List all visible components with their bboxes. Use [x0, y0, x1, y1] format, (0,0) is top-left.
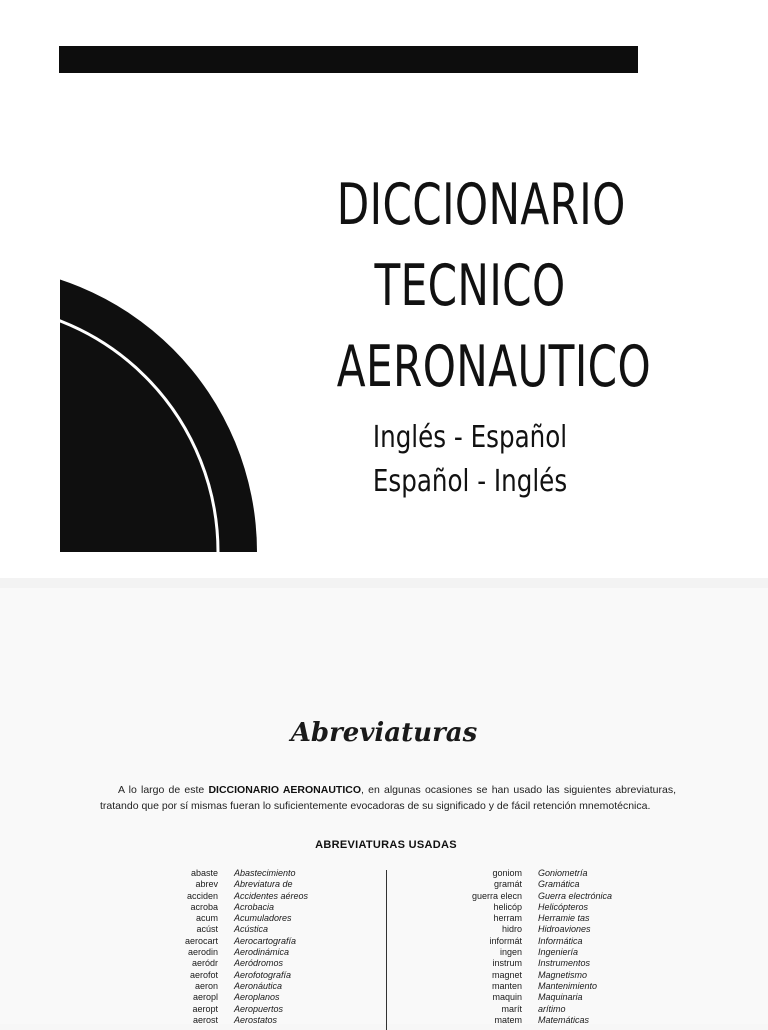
abbreviation-row — [465, 1015, 612, 1026]
abbreviation-code: abrev — [195, 879, 218, 890]
abbreviation-meaning: Aeródromos — [234, 958, 284, 969]
abbreviation-meaning: Matemáticas — [538, 1014, 590, 1025]
abbreviations-intro — [100, 782, 676, 814]
cover-subtitle-line-2: Español - Inglés — [372, 464, 568, 499]
abbreviation-row — [162, 1004, 308, 1015]
abbreviation-meaning: Maquinaria — [538, 992, 583, 1003]
abbreviation-code: guerra elecn — [471, 890, 522, 901]
cover-top-bar — [59, 46, 638, 73]
abbreviation-meaning: Magnetismo — [538, 969, 588, 980]
abbreviation-code: aeropt — [192, 1003, 218, 1014]
abbreviation-code: acúst — [196, 924, 218, 935]
intro-text-start: A lo largo de este — [118, 784, 209, 796]
abbreviation-meaning: Aerocartografía — [234, 935, 297, 946]
abbreviation-row — [465, 936, 612, 947]
abbreviation-row — [465, 891, 612, 902]
abbreviation-row — [162, 868, 308, 879]
abbreviation-meaning: Aeronáutica — [234, 980, 283, 991]
abbreviation-code: abaste — [190, 868, 218, 878]
abbreviations-page — [0, 588, 768, 1024]
abbreviation-code: acroba — [190, 901, 218, 912]
abbreviation-row — [465, 879, 612, 890]
abbreviation-code: aeron — [194, 980, 218, 991]
column-divider — [386, 870, 387, 1030]
abbreviation-code: informát — [489, 935, 522, 946]
abbreviation-meaning: Aerofotografía — [234, 969, 292, 980]
abbreviation-code: acum — [195, 913, 218, 924]
abbreviation-meaning: Abastecimiento — [234, 868, 296, 878]
abbreviation-meaning: Ingeniería — [538, 947, 579, 958]
abbreviations-left-column — [162, 868, 308, 1026]
abbreviation-meaning: Aeroplanos — [234, 992, 280, 1003]
abbreviation-code: instrum — [492, 958, 522, 969]
abbreviation-row — [162, 947, 308, 958]
abbreviation-code: matem — [494, 1014, 522, 1025]
abbreviation-code: aerofot — [189, 969, 218, 980]
abbreviations-right-column — [465, 868, 612, 1026]
abbreviation-code: helicóp — [493, 901, 522, 912]
abbreviation-code: herram — [493, 913, 522, 924]
abbreviation-meaning: Abreviatura de — [234, 879, 293, 890]
cover-subtitle-line-1: Inglés - Español — [372, 420, 568, 455]
abbreviation-row — [465, 924, 612, 935]
abbreviation-code: gramát — [493, 879, 522, 890]
abbreviation-row — [465, 981, 612, 992]
abbreviation-meaning: Instrumentos — [538, 958, 591, 969]
intro-dictionary-name: DICCIONARIO AERONAUTICO — [208, 784, 361, 796]
cover-arc-graphic — [60, 120, 258, 552]
abbreviation-row — [162, 879, 308, 890]
abbreviation-meaning: Gramática — [538, 879, 580, 890]
abbreviation-code: maquin — [492, 992, 522, 1003]
cover-title-block — [290, 165, 650, 504]
abbreviation-row — [465, 970, 612, 981]
abbreviation-code: aeropl — [192, 992, 218, 1003]
abbreviation-meaning: Hidroaviones — [538, 924, 591, 935]
abbreviation-meaning: Acumuladores — [234, 913, 292, 924]
abbreviation-row — [465, 992, 612, 1003]
abbreviation-row — [465, 947, 612, 958]
abbreviation-code: manten — [491, 980, 522, 991]
abbreviation-meaning: Herramie tas — [538, 913, 590, 924]
cover-title-line-1: DICCIONARIO — [336, 172, 626, 238]
abbreviation-meaning: Informática — [538, 935, 583, 946]
abbreviation-meaning: Helicópteros — [538, 901, 589, 912]
abbreviation-row — [465, 868, 612, 879]
abbreviation-code: aeródr — [191, 958, 218, 969]
abbreviation-row — [162, 913, 308, 924]
abbreviation-row — [162, 981, 308, 992]
abbreviation-row — [162, 970, 308, 981]
abbreviation-row — [162, 902, 308, 913]
abbreviation-row — [465, 913, 612, 924]
arc-dark-disc — [60, 265, 257, 552]
abbreviation-row — [162, 924, 308, 935]
abbreviation-row — [465, 958, 612, 969]
cover-title-line-2: TECNICO — [374, 253, 566, 319]
abbreviation-meaning: Aeropuertos — [234, 1003, 284, 1014]
abbreviation-code: magnet — [491, 969, 522, 980]
abbreviation-row — [465, 1004, 612, 1015]
cover-title-line-3: AERONAUTICO — [336, 334, 652, 400]
abbreviation-row — [162, 958, 308, 969]
abbreviation-meaning: Goniometría — [538, 868, 588, 878]
abbreviation-row — [162, 992, 308, 1003]
abbreviation-row — [162, 936, 308, 947]
abbreviation-meaning: Mantenimiento — [538, 980, 598, 991]
abbreviation-row — [162, 891, 308, 902]
abbreviation-code: aerocart — [184, 935, 218, 946]
abbreviation-row — [465, 902, 612, 913]
abbreviation-row — [162, 1015, 308, 1026]
abbreviation-meaning: Accidentes aéreos — [234, 890, 309, 901]
abbreviation-meaning: Aerostatos — [234, 1014, 278, 1025]
abbreviation-meaning: Acústica — [234, 924, 269, 935]
abbreviation-code: goniom — [492, 868, 522, 878]
abbreviation-meaning: Guerra electrónica — [538, 890, 613, 901]
abbreviation-meaning: arítimo — [538, 1003, 566, 1014]
intro-text-end: , en algunas ocasiones se han usado las siguientes abreviaturas, tratando que por sí mismas fueran lo suficientemente evocadoras de su significado y de fácil retención mnemotécnica. — [100, 784, 677, 812]
abbreviation-code: marít — [501, 1003, 522, 1014]
abbreviation-meaning: Aerodinámica — [234, 947, 290, 958]
abbreviation-code: acciden — [186, 890, 218, 901]
abbreviation-code: hidro — [501, 924, 522, 935]
abbreviation-code: aerost — [192, 1014, 218, 1025]
abbreviations-table-heading: ABREVIATURAS USADAS — [315, 839, 457, 851]
abbreviation-meaning: Acrobacia — [234, 901, 275, 912]
abbreviation-code: ingen — [499, 947, 522, 958]
abbreviations-heading: Abreviaturas — [290, 718, 478, 748]
page-separator — [0, 578, 768, 588]
abbreviation-code: aerodin — [187, 947, 218, 958]
